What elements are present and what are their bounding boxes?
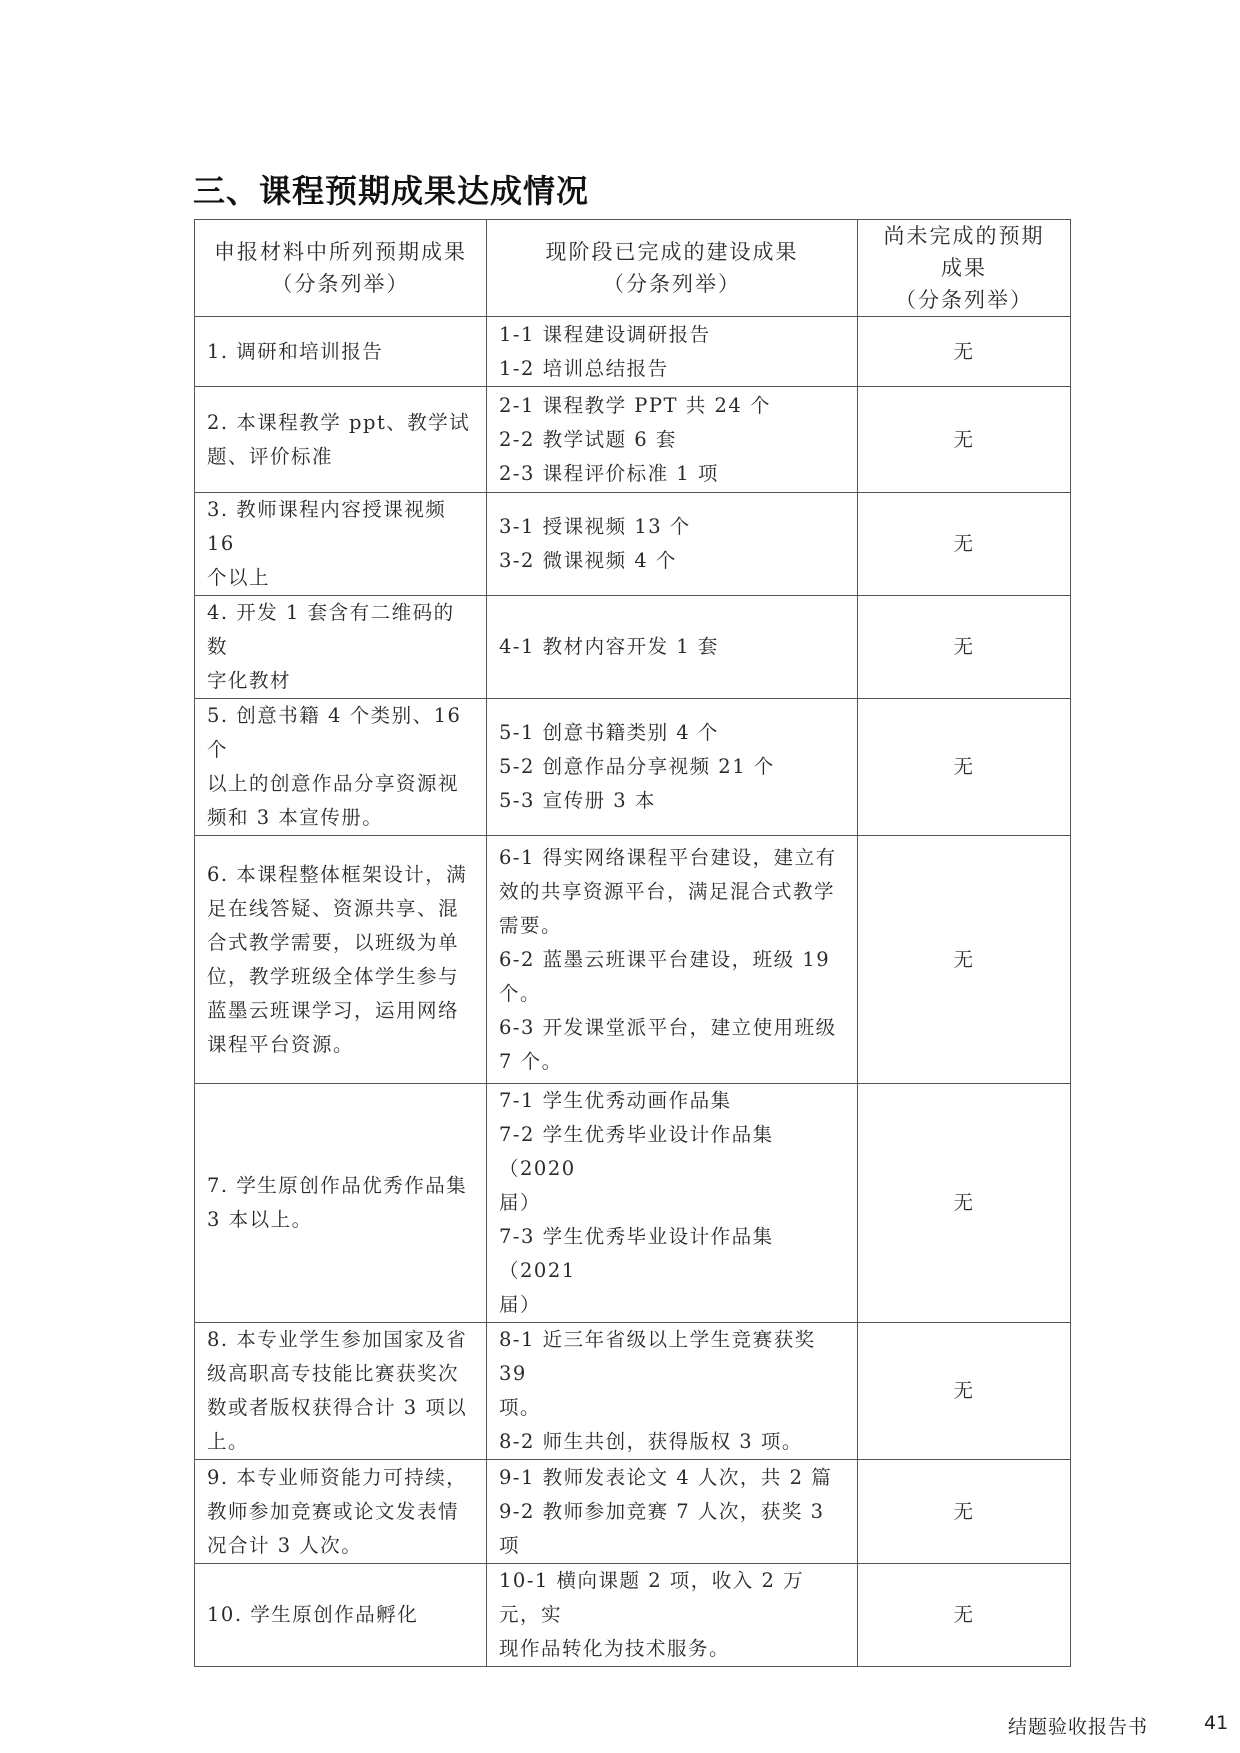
header-completed-line: 现阶段已完成的建设成果 [545, 240, 799, 264]
expected-cell [195, 493, 487, 596]
expected-cell [195, 387, 487, 493]
expected-cell-line: 8. 本专业学生参加国家及省 [207, 1328, 468, 1351]
expected-cell-line: 7. 学生原创作品优秀作品集 [207, 1174, 468, 1197]
completed-cell-line: 7-2 学生优秀毕业设计作品集（2020 [499, 1123, 774, 1180]
pending-cell: 无 [858, 1460, 1071, 1564]
pending-cell: 无 [858, 493, 1071, 596]
footer-page-number: 41 [1204, 1712, 1229, 1734]
header-pending-line: （分条列举） [895, 288, 1033, 312]
expected-cell-line: 课程平台资源。 [207, 1032, 355, 1056]
completed-cell-line: 个。 [499, 981, 542, 1005]
expected-cell [195, 1564, 487, 1667]
completed-cell-line: 届） [499, 1191, 542, 1214]
completed-cell-line: 现作品转化为技术服务。 [499, 1637, 731, 1660]
table-row [195, 596, 1071, 699]
completed-cell-line: 2-1 课程教学 PPT 共 24 个 [499, 393, 771, 417]
completed-cell-line: 6-3 开发课堂派平台，建立使用班级 [499, 1015, 837, 1039]
table-row [195, 699, 1071, 836]
table-row [195, 1323, 1071, 1460]
table-row [195, 836, 1071, 1084]
completed-cell [487, 596, 858, 699]
footer-doc-title: 结题验收报告书 [1008, 1716, 1149, 1738]
expected-cell-line: 4. 开发 1 套含有二维码的数 [207, 601, 455, 658]
pending-cell: 无 [858, 387, 1071, 493]
expected-cell-line: 1. 调研和培训报告 [207, 339, 384, 363]
header-completed [487, 220, 858, 317]
expected-cell-line: 上。 [207, 1430, 250, 1453]
pending-cell: 无 [858, 317, 1071, 387]
expected-cell [195, 317, 487, 387]
table-row [195, 1460, 1071, 1564]
expected-cell-line: 况合计 3 人次。 [207, 1533, 363, 1557]
expected-cell-line: 2. 本课程教学 ppt、教学试 [207, 410, 471, 434]
completed-cell-line: 效的共享资源平台，满足混合式教学 [499, 879, 836, 903]
completed-cell-line: 7-1 学生优秀动画作品集 [499, 1089, 732, 1112]
expected-cell [195, 1084, 487, 1323]
expected-cell-line: 3. 教师课程内容授课视频 16 [207, 498, 447, 555]
completed-cell-line: 3-1 授课视频 13 个 [499, 515, 691, 538]
completed-cell [487, 493, 858, 596]
header-expected-line: （分条列举） [271, 272, 410, 296]
expected-cell-line: 位，教学班级全体学生参与 [207, 964, 460, 988]
completed-cell-line: 6-1 得实网络课程平台建设，建立有 [499, 845, 837, 869]
completed-cell-line: 7 个。 [499, 1049, 563, 1073]
completed-cell-line: 8-2 师生共创，获得版权 3 项。 [499, 1430, 803, 1453]
expected-cell-line: 9. 本专业师资能力可持续， [207, 1465, 468, 1489]
table-row [195, 317, 1071, 387]
completed-cell [487, 317, 858, 387]
pending-cell: 无 [858, 699, 1071, 836]
pending-cell: 无 [858, 1323, 1071, 1460]
completed-cell [487, 1084, 858, 1323]
expected-cell-line: 以上的创意作品分享资源视 [207, 772, 460, 795]
expected-cell-line: 频和 3 本宣传册。 [207, 806, 384, 829]
completed-cell-line: 5-3 宣传册 3 本 [499, 789, 656, 812]
expected-cell-line: 10. 学生原创作品孵化 [207, 1603, 419, 1626]
completed-cell-line: 届） [499, 1293, 542, 1316]
completed-cell [487, 1460, 858, 1564]
completed-cell-line: 5-1 创意书籍类别 4 个 [499, 721, 719, 744]
table-row [195, 493, 1071, 596]
pending-cell: 无 [858, 596, 1071, 699]
completed-cell-line: 4-1 教材内容开发 1 套 [499, 635, 719, 658]
expected-cell-line: 合式教学需要，以班级为单 [207, 930, 460, 954]
completed-cell-line: 10-1 横向课题 2 项，收入 2 万元，实 [499, 1569, 805, 1626]
pending-cell: 无 [858, 1564, 1071, 1667]
header-pending-line: 成果 [941, 256, 987, 280]
table-row [195, 387, 1071, 493]
expected-cell-line: 字化教材 [207, 669, 292, 692]
completed-cell-line: 8-1 近三年省级以上学生竞赛获奖 39 [499, 1328, 816, 1385]
pending-cell: 无 [858, 1084, 1071, 1323]
expected-cell [195, 596, 487, 699]
header-pending [858, 220, 1071, 317]
completed-cell-line: 1-1 课程建设调研报告 [499, 322, 711, 346]
expected-cell-line: 6. 本课程整体框架设计，满 [207, 862, 468, 886]
completed-cell-line: 3-2 微课视频 4 个 [499, 549, 677, 572]
expected-cell-line: 题、评价标准 [207, 444, 334, 468]
completed-cell-line: 7-3 学生优秀毕业设计作品集（2021 [499, 1225, 774, 1282]
header-completed-line: （分条列举） [603, 272, 741, 296]
completed-cell [487, 836, 858, 1084]
completed-cell [487, 387, 858, 493]
completed-cell-line: 2-3 课程评价标准 1 项 [499, 461, 719, 485]
header-expected-line: 申报材料中所列预期成果 [214, 240, 467, 264]
completed-cell-line: 需要。 [499, 913, 563, 937]
expected-cell-line: 教师参加竞赛或论文发表情 [207, 1499, 460, 1523]
expected-cell-line: 5. 创意书籍 4 个类别、16 个 [207, 704, 462, 761]
table-header-row [195, 220, 1071, 317]
table-row [195, 1564, 1071, 1667]
expected-cell-line: 3 本以上。 [207, 1208, 313, 1231]
completed-cell [487, 699, 858, 836]
expected-cell [195, 836, 487, 1084]
table-row [195, 1084, 1071, 1323]
expected-cell [195, 1323, 487, 1460]
expected-cell [195, 699, 487, 836]
completed-cell-line: 6-2 蓝墨云班课平台建设，班级 19 [499, 947, 831, 971]
pending-cell: 无 [858, 836, 1071, 1084]
section-title: 三、课程预期成果达成情况 [193, 172, 590, 210]
header-expected [195, 220, 487, 317]
completed-cell-line: 2-2 教学试题 6 套 [499, 427, 677, 451]
expected-cell-line: 蓝墨云班课学习，运用网络 [207, 998, 460, 1022]
completed-cell-line: 项。 [499, 1396, 542, 1419]
header-pending-line: 尚未完成的预期 [883, 224, 1045, 248]
completed-cell-line: 9-1 教师发表论文 4 人次，共 2 篇 [499, 1465, 833, 1489]
table-body [195, 317, 1071, 1667]
achievement-table [194, 219, 1071, 1667]
completed-cell-line: 9-2 教师参加竞赛 7 人次，获奖 3 项 [499, 1499, 825, 1557]
completed-cell-line: 1-2 培训总结报告 [499, 356, 669, 380]
expected-cell-line: 级高职高专技能比赛获奖次 [207, 1362, 460, 1385]
expected-cell-line: 数或者版权获得合计 3 项以 [207, 1396, 468, 1419]
completed-cell [487, 1323, 858, 1460]
expected-cell-line: 足在线答疑、资源共享、混 [207, 896, 460, 920]
expected-cell [195, 1460, 487, 1564]
completed-cell [487, 1564, 858, 1667]
completed-cell-line: 5-2 创意作品分享视频 21 个 [499, 755, 775, 778]
expected-cell-line: 个以上 [207, 566, 271, 589]
